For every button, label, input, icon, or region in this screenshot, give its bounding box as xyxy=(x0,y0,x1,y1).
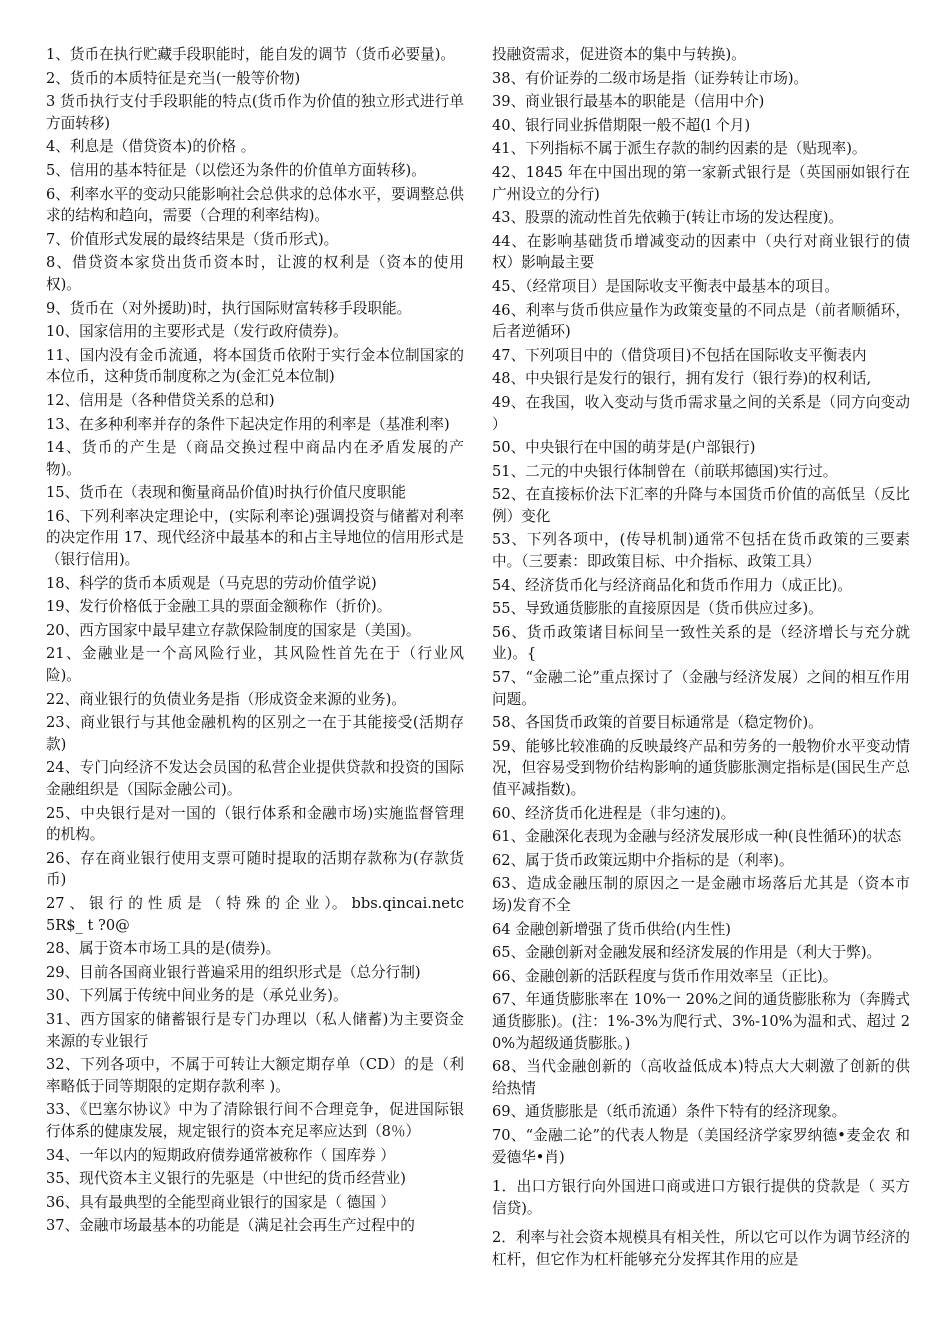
question-item: 36、具有最典型的全能型商业银行的国家是（ 德国 ） xyxy=(46,1193,395,1211)
question-item: 56、货币政策诸目标间呈一致性关系的是（经济增长与充分就业)。{ xyxy=(492,623,910,663)
question-item: 34、一年以内的短期政府债券通常被称作（ 国库券 ） xyxy=(46,1146,395,1164)
question-item: 61、金融深化表现为金融与经济发展形成一种(良性循环)的状态 xyxy=(492,828,902,846)
question-item: 6、利率水平的变动只能影响社会总供求的总体水平，要调整总供求的结构和趋向，需要（合理的利率结构)。 xyxy=(46,185,464,225)
question-item: 19、发行价格低于金融工具的票面金额称作（折价)。 xyxy=(46,598,392,616)
question-item: 投融资需求，促进资本的集中与转换)。 xyxy=(492,46,746,63)
question-item: 67、年通货膨胀率在 10%一 20%之间的通货膨胀称为（奔腾式通货膨胀)。(注：1%-3%为爬行式、3%-10%为温和式、超过 20%为超级通货膨胀。) xyxy=(492,991,910,1052)
question-item: 1、货币在执行贮藏手段职能时，能自发的调节（货币必要量)。 xyxy=(46,46,456,63)
question-item: 5、信用的基本特征是（以偿还为条件的价值单方面转移)。 xyxy=(46,161,426,179)
question-item: 65、金融创新对金融发展和经济发展的作用是（利大于弊)。 xyxy=(492,944,882,962)
question-item: 68、当代金融创新的（高收益低成本)特点大大刺激了创新的供给热情 xyxy=(492,1058,910,1097)
question-item: 49、在我国，收入变动与货币需求量之间的关系是（同方向变动 ） xyxy=(492,393,910,433)
question-item: 13、在多种利率并存的条件下起决定作用的利率是（基准利率) xyxy=(46,415,450,433)
question-item: 53、下列各项中，(传导机制)通常不包括在货币政策的三要素中。（三要素：即政策目标、中介指标、政策工具） xyxy=(492,531,910,571)
question-item: 1．出口方银行向外国进口商或进口方银行提供的贷款是（ 买方信贷)。 xyxy=(492,1178,910,1217)
question-item: 31、西方国家的储蓄银行是专门办理以（私人储蓄)为主要资金来源的专业银行 xyxy=(46,1010,464,1050)
question-item: 28、属于资本市场工具的是(债券)。 xyxy=(46,940,281,958)
question-item: 16、下列利率决定理论中，(实际利率论)强调投资与储蓄对利率的决定作用 17、现代经济中最基本的和占主导地位的信用形式是（银行信用)。 xyxy=(46,507,464,569)
question-item: 55、导致通货膨胀的直接原因是（货币供应过多)。 xyxy=(492,600,823,618)
question-item: 69、通货膨胀是（纸币流通）条件下特有的经济现象。 xyxy=(492,1103,847,1121)
question-item: 21、金融业是一个高风险行业，其风险性首先在于（行业风险)。 xyxy=(46,645,464,685)
question-item: 38、有价证券的二级市场是指（证券转让市场)。 xyxy=(492,69,809,87)
question-item: 22、商业银行的负债业务是指（形成资金来源的业务)。 xyxy=(46,690,406,708)
question-item: 18、科学的货币本质观是（马克思的劳动价值学说) xyxy=(46,574,377,592)
question-item: 11、国内没有金币流通，将本国货币依附于实行金本位制国家的本位币，这种货币制度称之为(金汇兑本位制) xyxy=(46,346,464,386)
question-item: 30、下列属于传统中间业务的是（承兑业务)。 xyxy=(46,987,348,1005)
question-item: 24、专门向经济不发达会员国的私营企业提供贷款和投资的国际金融组织是（国际金融公司)。 xyxy=(46,759,464,798)
question-item: 52、在直接标价法下汇率的升降与本国货币价值的高低呈（反比例）变化 xyxy=(492,486,910,525)
question-item: 43、股票的流动性首先依赖于(转让市场的发达程度)。 xyxy=(492,209,844,227)
question-item: 41、下列指标不属于派生存款的制约因素的是（贴现率)。 xyxy=(492,140,867,158)
question-item: 29、目前各国商业银行普遍采用的组织形式是（总分行制) xyxy=(46,963,421,981)
question-item: 66、金融创新的活跃程度与货币作用效率呈（正比)。 xyxy=(492,967,838,985)
question-item: 4、利息是（借贷资本)的价格 。 xyxy=(46,138,256,156)
question-item: 32、下列各项中，不属于可转让大额定期存单（CD）的是（利率略低于同等期限的定期存款利率 )。 xyxy=(46,1056,464,1095)
question-item: 40、银行同业拆借期限一般不超(l 个月) xyxy=(492,116,751,134)
question-item: 20、西方国家中最早建立存款保险制度的国家是（美国)。 xyxy=(46,621,421,639)
question-item: 59、能够比较准确的反映最终产品和劳务的一般物价水平变动情况，但容易受到物价结构影响的通货膨胀测定指标是(国民生产总值平减指数)。 xyxy=(492,737,910,798)
question-item: 70、“金融二论”的代表人物是（美国经济学家罗纳德•麦金农 和爱德华•肖) xyxy=(492,1126,910,1166)
question-item: 42、1845 年在中国出现的第一家新式银行是（英国丽如银行在广州设立的分行) xyxy=(492,163,910,203)
question-item: 64 金融创新增强了货币供给(内生性) xyxy=(492,920,731,938)
question-item: 35、现代资本主义银行的先驱是（中世纪的货币经营业) xyxy=(46,1170,406,1188)
question-item: 7、价值形式发展的最终结果是（货币形式)。 xyxy=(46,230,339,248)
question-item: 60、经济货币化进程是（非匀速的)。 xyxy=(492,804,736,822)
left-column xyxy=(46,44,464,1239)
question-item: 12、信用是（各种借贷关系的总和) xyxy=(46,391,275,409)
question-item: 47、下列项目中的（借贷项目)不包括在国际收支平衡表内 xyxy=(492,346,867,364)
question-item: 57、“金融二论”重点探讨了（金融与经济发展）之间的相互作用问题。 xyxy=(492,669,910,708)
question-item: 23、商业银行与其他金融机构的区别之一在于其能接受(活期存款) xyxy=(46,714,464,753)
question-item: 10、国家信用的主要形式是（发行政府债券)。 xyxy=(46,323,348,341)
question-item: 44、在影响基础货币增减变动的因素中（央行对商业银行的债权）影响最主要 xyxy=(492,232,910,272)
question-item: 54、经济货币化与经济商品化和货币作用力（成正比)。 xyxy=(492,576,852,594)
question-item: 62、属于货币政策远期中介指标的是（利率)。 xyxy=(492,851,794,869)
question-item: 26、存在商业银行使用支票可随时提取的活期存款称为(存款货币) xyxy=(46,849,464,889)
question-item: 2．利率与社会资本规模具有相关性，所以它可以作为调节经济的杠杆，但它作为杠杆能够充分发挥其作用的应是 xyxy=(492,1229,910,1268)
question-item: 25、中央银行是对一国的（银行体系和金融市场)实施监督管理的机构。 xyxy=(46,804,464,844)
question-item: 48、中央银行是发行的银行，拥有发行（银行券)的权利话, xyxy=(492,370,872,388)
question-item: 33、《巴塞尔协议》中为了清除银行间不合理竞争，促进国际银行体系的健康发展，规定银行的资本充足率应达到（8％） xyxy=(46,1101,464,1140)
question-item: 45、（经常项目）是国际收支平衡表中最基本的项目。 xyxy=(492,277,839,295)
question-item: 50、中央银行在中国的萌芽是(户部银行) xyxy=(492,439,756,457)
question-item: 63、造成金融压制的原因之一是金融市场落后尤其是（资本市场)发育不全 xyxy=(492,875,910,914)
question-item: 15、货币在（表现和衡量商品价值)时执行价值尺度职能 xyxy=(46,484,406,502)
question-item: 8、借贷资本家贷出货币资本时，让渡的权利是（资本的使用权)。 xyxy=(46,254,464,293)
question-item: 37、金融市场最基本的功能是（满足社会再生产过程中的 xyxy=(46,1217,415,1235)
question-item: 58、各国货币政策的首要目标通常是（稳定物价)。 xyxy=(492,714,823,732)
question-item: 9、货币在（对外援助)时，执行国际财富转移手段职能。 xyxy=(46,299,412,317)
right-column xyxy=(492,44,910,1272)
question-item: 51、二元的中央银行体制曾在（前联邦德国)实行过。 xyxy=(492,462,838,480)
question-item: 14、货币的产生是（商品交换过程中商品内在矛盾发展的产物)。 xyxy=(46,439,464,478)
question-item: 39、商业银行最基本的职能是（信用中介) xyxy=(492,93,765,111)
question-item: 3 货币执行支付手段职能的特点(货币作为价值的独立形式进行单方面转移) xyxy=(46,93,464,132)
question-item: 46、利率与货币供应量作为政策变量的不同点是（前者顺循环，后者逆循环) xyxy=(492,301,910,341)
question-item: 2、货币的本质特征是充当(一般等价物) xyxy=(46,69,301,87)
question-item: 27 、 银 行 的 性 质 是 （ 特 殊 的 企 业 ）。 bbs.qincai.netc5R$_ t ?0@ xyxy=(46,894,464,934)
